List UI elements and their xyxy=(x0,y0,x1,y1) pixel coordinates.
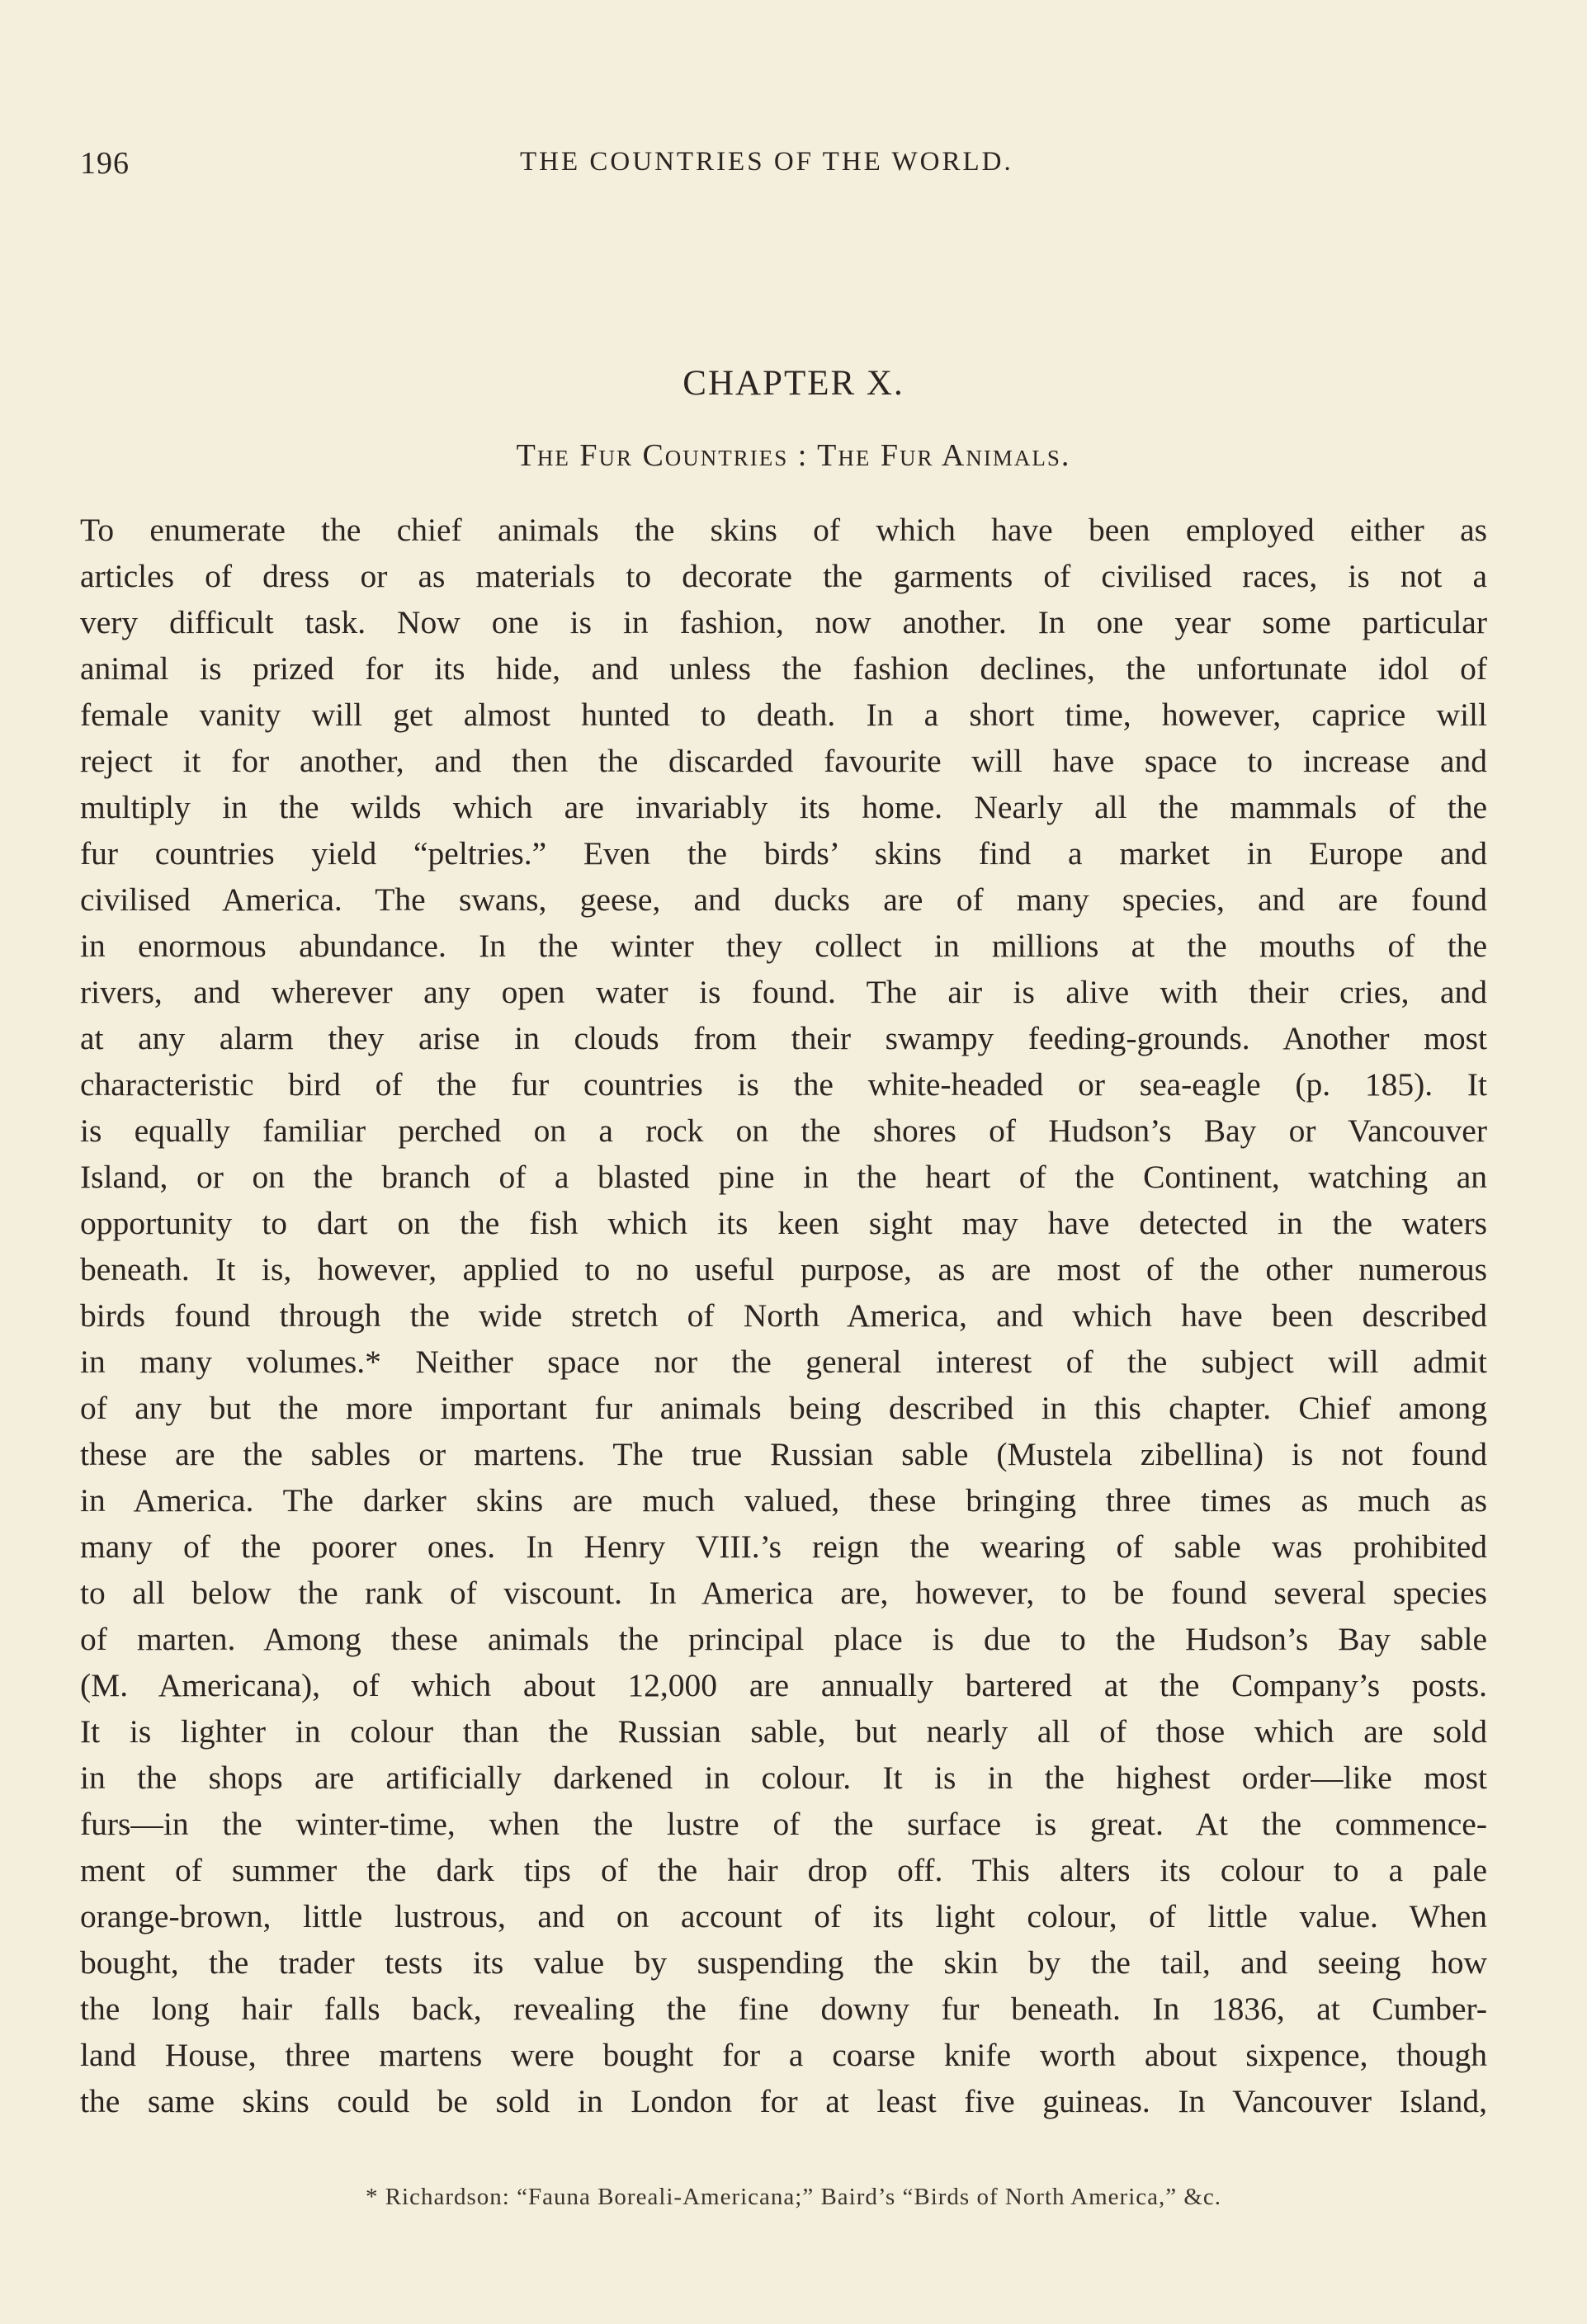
text-line: in America. The darker skins are much valued, these bringing three times as much as xyxy=(80,1482,1487,1519)
text-line: the long hair falls back, revealing the fine downy fur beneath. In 1836, at Cumber- xyxy=(80,1991,1487,2027)
text-line: in many volumes.* Neither space nor the general interest of the subject will admit xyxy=(80,1344,1487,1380)
text-line: in enormous abundance. In the winter they collect in millions at the mouths of the xyxy=(80,928,1487,964)
text-line: (M. Americana), of which about 12,000 are annually bartered at the Company’s posts. xyxy=(80,1667,1487,1703)
text-line: opportunity to dart on the fish which its keen sight may have detected in the waters xyxy=(80,1205,1487,1241)
text-line: female vanity will get almost hunted to death. In a short time, however, caprice will xyxy=(80,697,1487,733)
footnote: * Richardson: “Fauna Boreali-Americana;” Baird’s “Birds of North America,” &c. xyxy=(365,2184,1222,2210)
text-line: fur countries yield “peltries.” Even the birds’ skins find a market in Europe and xyxy=(80,835,1487,872)
text-line: To enumerate the chief animals the skins of which have been employed either as xyxy=(80,512,1487,548)
text-line: in the shops are artificially darkened in colour. It is in the highest order—like most xyxy=(80,1760,1487,1796)
running-head xyxy=(80,145,1483,195)
text-line: birds found through the wide stretch of North America, and which have been described xyxy=(80,1297,1487,1334)
text-line: many of the poorer ones. In Henry VIII.’s reign the wearing of sable was prohibited xyxy=(80,1528,1487,1565)
chapter-title: The Fur Countries : The Fur Animals. xyxy=(516,438,1071,473)
text-line: at any alarm they arise in clouds from their swampy feeding-grounds. Another most xyxy=(80,1020,1487,1056)
text-line: rivers, and wherever any open water is found. The air is alive with their cries, and xyxy=(80,974,1487,1010)
text-line: It is lighter in colour than the Russian sable, but nearly all of those which are sold xyxy=(80,1713,1487,1750)
text-line: Island, or on the branch of a blasted pine in the heart of the Continent, watching an xyxy=(80,1159,1487,1195)
chapter-number: CHAPTER X. xyxy=(683,364,904,403)
text-line: animal is prized for its hide, and unless the fashion declines, the unfortunate idol of xyxy=(80,650,1487,687)
text-line: articles of dress or as materials to decorate the garments of civilised races, is not a xyxy=(80,558,1487,594)
text-line: of any but the more important fur animals being described in this chapter. Chief among xyxy=(80,1390,1487,1426)
page-number: 196 xyxy=(80,146,130,181)
body-text xyxy=(80,507,1487,2124)
text-line: furs—in the winter-time, when the lustre of the surface is great. At the commence- xyxy=(80,1806,1487,1842)
text-line: multiply in the wilds which are invariably its home. Nearly all the mammals of the xyxy=(80,789,1487,825)
text-line: land House, three martens were bought for a coarse knife worth about sixpence, though xyxy=(80,2037,1487,2073)
text-line: reject it for another, and then the discarded favourite will have space to increase and xyxy=(80,743,1487,779)
text-line: orange-brown, little lustrous, and on account of its light colour, of little value. When xyxy=(80,1898,1487,1934)
text-line: to all below the rank of viscount. In America are, however, to be found several species xyxy=(80,1575,1487,1611)
text-line: ment of summer the dark tips of the hair drop off. This alters its colour to a pale xyxy=(80,1852,1487,1888)
text-line: the same skins could be sold in London for at least five guineas. In Vancouver Island, xyxy=(80,2083,1487,2119)
text-line: bought, the trader tests its value by suspending the skin by the tail, and seeing how xyxy=(80,1944,1487,1981)
text-line: is equally familiar perched on a rock on the shores of Hudson’s Bay or Vancouver xyxy=(80,1112,1487,1149)
running-title: THE COUNTRIES OF THE WORLD. xyxy=(520,147,1013,177)
text-line: of marten. Among these animals the principal place is due to the Hudson’s Bay sable xyxy=(80,1621,1487,1657)
text-line: civilised America. The swans, geese, and ducks are of many species, and are found xyxy=(80,881,1487,918)
text-line: beneath. It is, however, applied to no useful purpose, as are most of the other numerous xyxy=(80,1251,1487,1287)
text-line: very difficult task. Now one is in fashion, now another. In one year some particular xyxy=(80,604,1487,640)
text-line: these are the sables or martens. The true Russian sable (Mustela zibellina) is not found xyxy=(80,1436,1487,1472)
text-line: characteristic bird of the fur countries is the white-headed or sea-eagle (p. 185). It xyxy=(80,1066,1487,1103)
